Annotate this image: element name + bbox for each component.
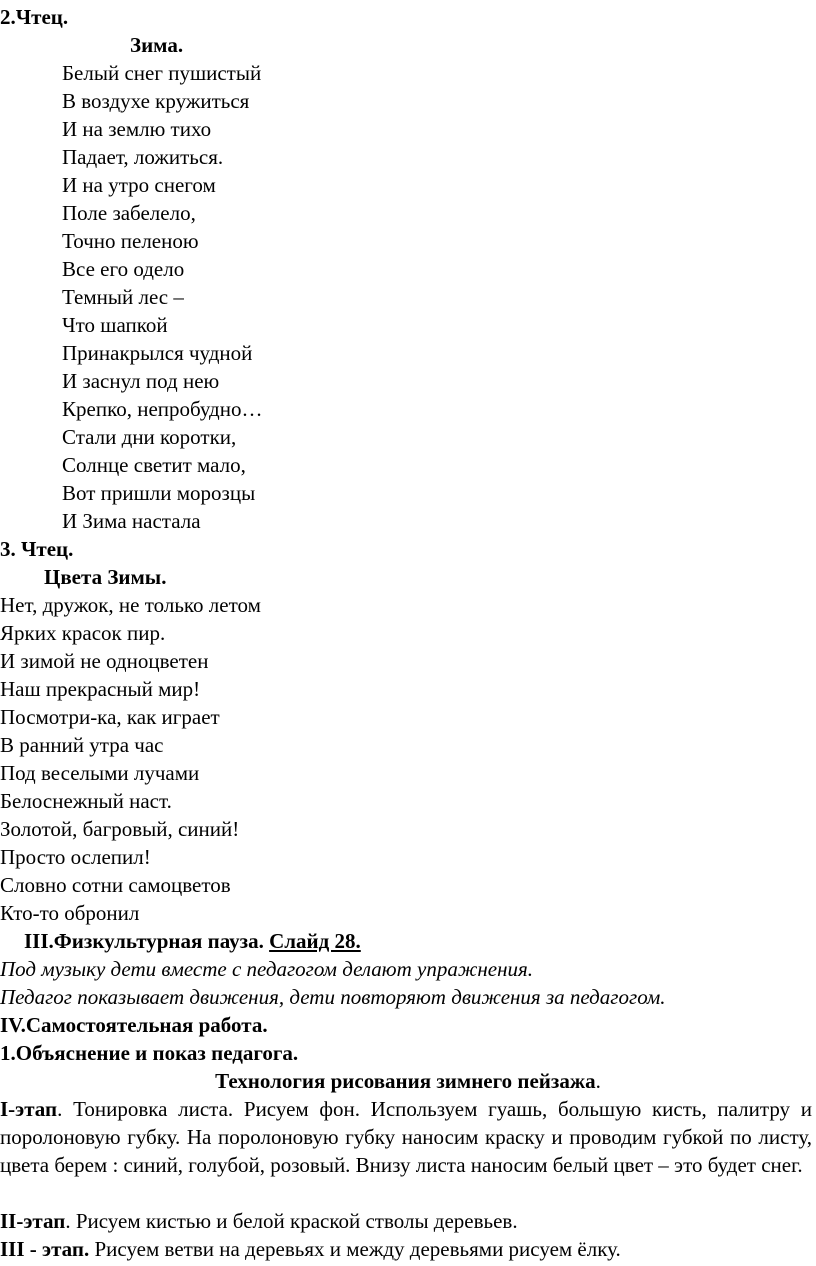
- section-heading-2: 2.Чтец.: [0, 5, 69, 29]
- poem-line: Золотой, багровый, синий!: [0, 817, 240, 841]
- poem-line: Кто-то обронил: [0, 901, 140, 925]
- poem-line: Нет, дружок, не только летом: [0, 593, 261, 617]
- poem-line: Белоснежный наст.: [0, 789, 172, 813]
- work-heading: IV.Самостоятельная работа.: [0, 1013, 268, 1037]
- technique-title-end: .: [595, 1069, 601, 1093]
- poem-line: И зимой не одноцветен: [0, 649, 209, 673]
- stage-label: II-этап: [0, 1209, 66, 1233]
- poem-line: Все его одело: [62, 257, 185, 281]
- poem-line: Просто ослепил!: [0, 845, 151, 869]
- pause-heading-text: III.Физкультурная пауза.: [24, 929, 264, 953]
- technique-title: [0, 1067, 816, 1095]
- poem-line: Ярких красок пир.: [0, 621, 166, 645]
- stage-text: . Тонировка листа. Рисуем фон. Используем гуашь, большую кисть, палитру и поролоновую губку. На поролоновую губку наносим краску и проводим губкой по листу, цвета берем : синий, голубой, розовый. Внизу листа наносим белый цвет – это будет снег.: [0, 1097, 812, 1177]
- pause-note: Под музыку дети вместе с педагогом делают упражнения.: [0, 957, 534, 981]
- poem-line: И на землю тихо: [62, 117, 212, 141]
- stage-label: I-этап: [0, 1097, 58, 1121]
- poem-line: И заснул под нею: [62, 369, 220, 393]
- poem-line: Поле забелело,: [62, 201, 196, 225]
- poem-line: Падает, ложиться.: [62, 145, 224, 169]
- poem-line: Принакрылся чудной: [62, 341, 253, 365]
- poem-line: Точно пеленою: [62, 229, 199, 253]
- pause-heading: [24, 927, 361, 955]
- stage-text: . Рисуем кистью и белой краской стволы деревьев.: [65, 1209, 518, 1233]
- work-subheading: 1.Объяснение и показ педагога.: [0, 1041, 299, 1065]
- section-heading-3: 3. Чтец.: [0, 537, 74, 561]
- poem-line: В ранний утра час: [0, 733, 164, 757]
- poem-line: Крепко, непробудно…: [62, 397, 263, 421]
- stage-paragraph: [0, 1207, 812, 1235]
- stage-label: III - этап.: [0, 1237, 90, 1261]
- poem-line: Белый снег пушистый: [62, 61, 262, 85]
- stage-paragraph: [0, 1095, 812, 1179]
- poem-line: И Зима настала: [62, 509, 201, 533]
- pause-note: Педагог показывает движения, дети повторяют движения за педагогом.: [0, 985, 666, 1009]
- poem-line: Стали дни коротки,: [62, 425, 237, 449]
- stage-paragraph: [0, 1235, 812, 1263]
- poem-title-winter: Зима.: [130, 33, 184, 57]
- poem-title-winter-colors: Цвета Зимы.: [44, 565, 167, 589]
- slide-reference: Слайд 28.: [269, 929, 361, 953]
- poem-line: Наш прекрасный мир!: [0, 677, 201, 701]
- poem-line: Солнце светит мало,: [62, 453, 246, 477]
- poem-line: Вот пришли морозцы: [62, 481, 256, 505]
- poem-line: В воздухе кружиться: [62, 89, 250, 113]
- poem-line: Под веселыми лучами: [0, 761, 200, 785]
- technique-title-text: Технология рисования зимнего пейзажа: [215, 1069, 596, 1093]
- stage-text: Рисуем ветви на деревьях и между деревьями рисуем ёлку.: [89, 1237, 621, 1261]
- poem-line: И на утро снегом: [62, 173, 216, 197]
- poem-line: Темный лес –: [62, 285, 184, 309]
- poem-line: Посмотри-ка, как играет: [0, 705, 220, 729]
- poem-line: Что шапкой: [62, 313, 168, 337]
- poem-line: Словно сотни самоцветов: [0, 873, 231, 897]
